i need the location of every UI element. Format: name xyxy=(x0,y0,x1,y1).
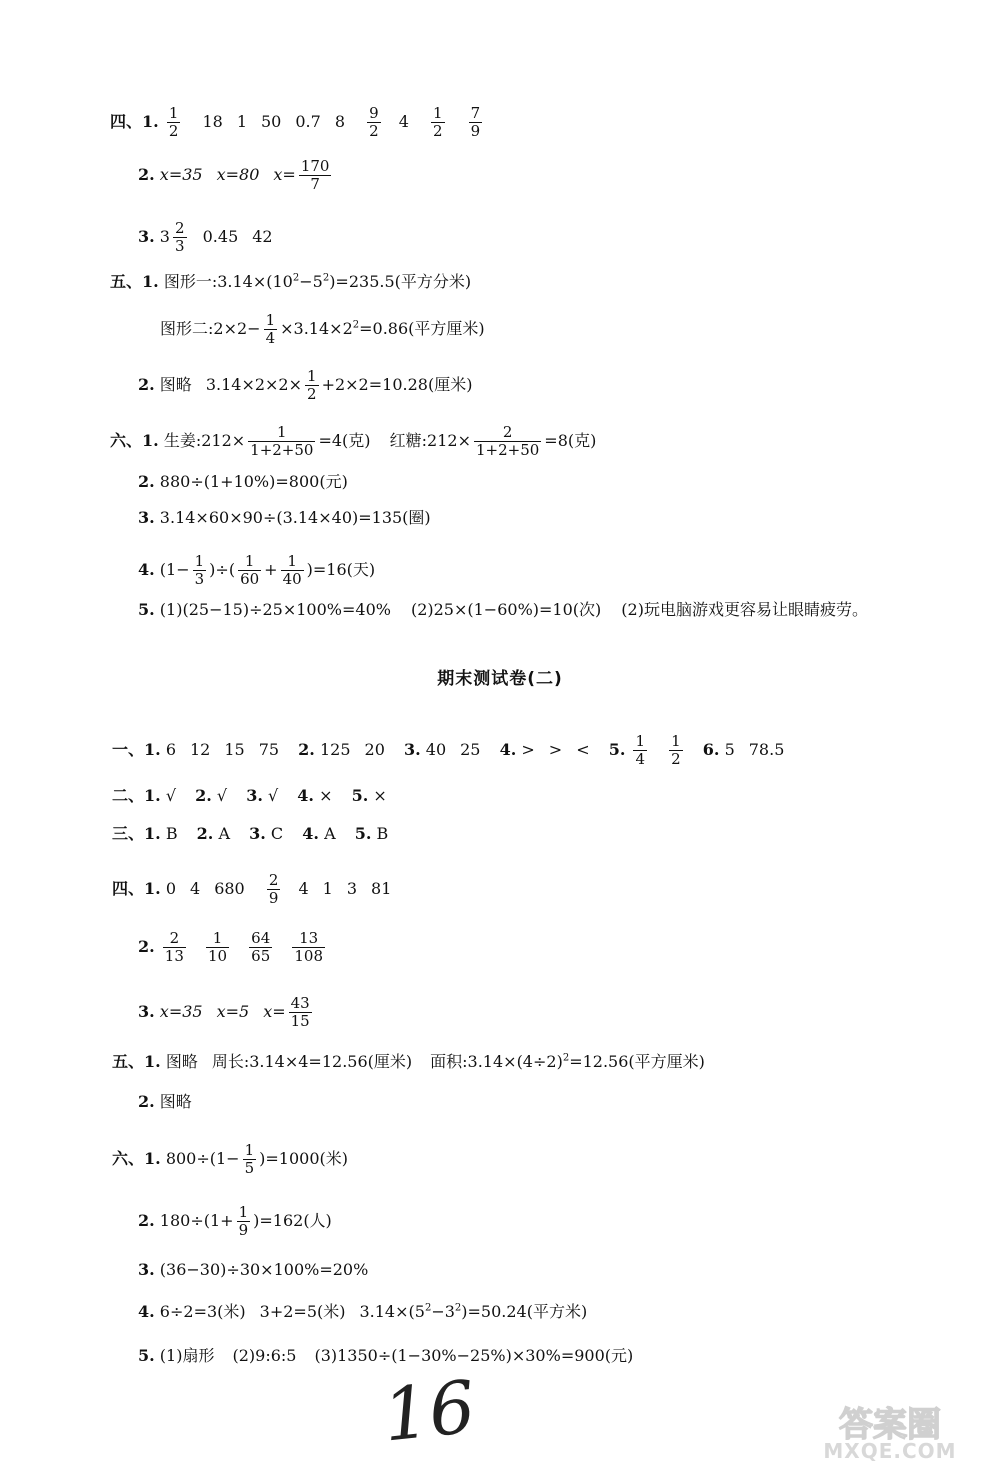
fraction: $\frac{170}{7}$ xyxy=(300,157,330,193)
svg-text:答案圈: 答案圈 xyxy=(839,1405,941,1445)
answer-line: 4. 6÷2=3(米) 3+2=5(米) $3.14\times(5^2-3^2)=50.24$(平方米) xyxy=(138,1302,588,1321)
question-label: 3. xyxy=(403,740,421,759)
fraction: $\frac{13}{108}$ xyxy=(294,929,323,965)
answer-value: 图形一:3.14×(10 xyxy=(163,272,293,291)
page-number-handwritten xyxy=(375,1364,480,1458)
answer-value: 生姜:212× xyxy=(163,431,246,450)
fraction: $\frac{1}{4}$ xyxy=(635,732,646,768)
answer-value: 图略 xyxy=(159,375,192,394)
answer-line: 2. 图略 xyxy=(138,1092,192,1111)
question-label: 2. xyxy=(138,937,155,956)
answer-value: 0.7 xyxy=(295,112,321,131)
answer-line: 二、1. √ 2. √ 3. √ 4. × 5. × xyxy=(112,786,387,805)
svg-text:16: 16 xyxy=(379,1364,480,1458)
answer-value: 880÷(1+10%)=800(元) xyxy=(159,472,348,491)
question-label: 5. xyxy=(138,1346,155,1365)
answer-value: 3.14×60×90÷(3.14×40)=135(圈) xyxy=(159,508,431,527)
fraction: $\frac{1}{2}$ xyxy=(307,367,317,403)
answer-line xyxy=(138,508,431,528)
answer-line: 5. (1)扇形 (2)9:6:5 (3)1350÷(1−30%−25%)×30%=900(元) xyxy=(138,1346,634,1365)
question-label: 2. xyxy=(138,472,155,491)
question-label: 3. xyxy=(138,1002,155,1021)
answer-value: x=80 xyxy=(216,165,260,184)
question-label: 四、1. xyxy=(112,879,161,898)
answer-value: x=35 xyxy=(159,165,203,184)
fraction: $\frac{1}{2}$ xyxy=(433,104,443,140)
answer-value: (1− xyxy=(159,560,190,579)
answer-value: (2)玩电脑游戏更容易让眼睛疲劳。 xyxy=(621,600,868,619)
answer-line: 3. (36−30)÷30×100%=20% xyxy=(138,1260,369,1279)
question-label: 2. xyxy=(138,1211,155,1230)
fraction: $\frac{1}{60}$ xyxy=(240,552,260,588)
question-label: 5. xyxy=(608,740,626,759)
question-label: 三、1. xyxy=(112,824,161,843)
question-label: 4. xyxy=(138,1302,155,1321)
answer-value: 3 xyxy=(159,227,170,246)
question-label: 3. xyxy=(138,508,155,527)
question-label: 2. xyxy=(298,740,315,759)
answer-line: 六、1. 800÷(1− $\frac{1}{5}$ )=1000(米) xyxy=(112,1141,348,1177)
answer-value: 42 xyxy=(252,227,273,246)
answer-value: 红糖:212× xyxy=(389,431,471,450)
answer-value: 50 xyxy=(261,112,282,131)
fraction: $\frac{1}{4}$ xyxy=(265,311,276,347)
fraction: $\frac{1}{9}$ xyxy=(238,1203,249,1239)
answer-value: 1 xyxy=(236,112,247,131)
answer-value: 8 xyxy=(334,112,345,131)
answer-line: 图形二:2×2− $\frac{1}{4}$ $\times 3.14\times 2^2=0.86$(平方厘米) xyxy=(160,311,485,347)
answer-line: 三、1. B 2. A 3. C 4. A 5. B xyxy=(112,824,389,843)
answer-line xyxy=(138,158,334,193)
fraction: $\frac{43}{15}$ xyxy=(290,994,310,1030)
fraction: $\frac{2}{3}$ xyxy=(174,219,185,255)
answer-line: 2. 180÷(1+ $\frac{1}{9}$ )=162(人) xyxy=(138,1203,332,1239)
question-label: 5. xyxy=(138,600,155,619)
fraction: $\frac{2}{9}$ xyxy=(268,871,279,907)
fraction: $\frac{1}{10}$ xyxy=(207,929,228,965)
answer-line: 3. x=35 x=5 x= $\frac{43}{15}$ xyxy=(138,994,310,1030)
question-label: 二、1. xyxy=(112,786,161,805)
question-label: 六、1. xyxy=(112,1149,161,1168)
fraction: $\frac{2}{1+2+50}$ xyxy=(475,423,540,459)
question-label: 五、1. xyxy=(110,272,159,291)
answer-line xyxy=(138,600,868,620)
fraction: $\frac{1}{2}$ xyxy=(671,732,681,768)
question-label: 4. xyxy=(499,740,517,759)
answer-line: 五、1. 图形一$:3.14\times(10^2-5^2)=235.5$(平方分米) xyxy=(110,272,472,291)
answer-line: 2. 图略 3.14×2×2× $\frac{1}{2}$ +2×2=10.28(厘米) xyxy=(138,367,473,403)
question-label: 3. xyxy=(138,1260,155,1279)
question-label: 一、1. xyxy=(112,740,161,759)
question-label: 6. xyxy=(702,740,720,759)
fraction: $\frac{1}{40}$ xyxy=(282,552,302,588)
fraction: $\frac{9}{2}$ xyxy=(369,104,379,140)
question-label: 六、1. xyxy=(110,431,159,450)
answer-line: 四、1. 0 4 680 $\frac{2}{9}$ 4 1 3 81 xyxy=(112,871,392,907)
answer-line xyxy=(138,220,273,255)
fraction: $\frac{1}{3}$ xyxy=(194,552,205,588)
fraction: $\frac{1}{5}$ xyxy=(244,1141,255,1177)
answer-line: 五、1. 图略 周长:3.14×4=12.56(厘米) 面积$:3.14\times(4\div 2)^2=12.56$(平方厘米) xyxy=(112,1052,705,1071)
answer-line xyxy=(138,930,328,965)
answer-value: (2)25×(1−60%)=10(次) xyxy=(410,600,602,619)
fraction: $\frac{7}{9}$ xyxy=(470,104,481,140)
answer-value: x= xyxy=(273,165,296,184)
question-label: 五、1. xyxy=(112,1052,161,1071)
question-label: 四、1. xyxy=(110,112,159,131)
question-label: 2. xyxy=(138,375,155,394)
question-label: 3. xyxy=(138,227,155,246)
answer-line: 六、1. 生姜:212× $\frac{1}{1+2+50}$ =4(克) 红糖:212× $\frac{2}{1+2+50}$ =8(克) xyxy=(110,423,597,459)
fraction: $\frac{1}{1+2+50}$ xyxy=(250,423,314,459)
svg-text:MXQE.COM: MXQE.COM xyxy=(823,1439,957,1463)
question-label: 2. xyxy=(138,1092,155,1111)
fraction: $\frac{64}{65}$ xyxy=(251,929,271,965)
answer-line xyxy=(138,472,348,492)
answer-value: 图形二:2×2− xyxy=(160,319,261,338)
answer-line: 4. (1− $\frac{1}{3}$ )÷( $\frac{1}{60}$ + $\frac{1}{40}$ )=16(天) xyxy=(138,552,376,588)
fraction: $\frac{1}{2}$ xyxy=(168,104,179,140)
question-label: 4. xyxy=(138,560,155,579)
answer-value: 18 xyxy=(202,112,223,131)
answer-line: 一、1. 6 12 15 75 2. 125 20 3. 40 25 4. > > < 5. $\frac{1}{4}$ $\frac{1}{2}$ 6. 5 78.5 xyxy=(112,732,785,768)
answer-value: 4 xyxy=(398,112,409,131)
answer-value: 0.45 xyxy=(202,227,239,246)
watermark-logo xyxy=(780,1400,990,1463)
fraction: $\frac{2}{13}$ xyxy=(164,929,184,965)
answer-line xyxy=(110,105,485,140)
section-title: 期末测试卷(二) xyxy=(437,669,563,689)
question-label: 2. xyxy=(138,165,155,184)
answer-value: (1)(25−15)÷25×100%=40% xyxy=(159,600,391,619)
